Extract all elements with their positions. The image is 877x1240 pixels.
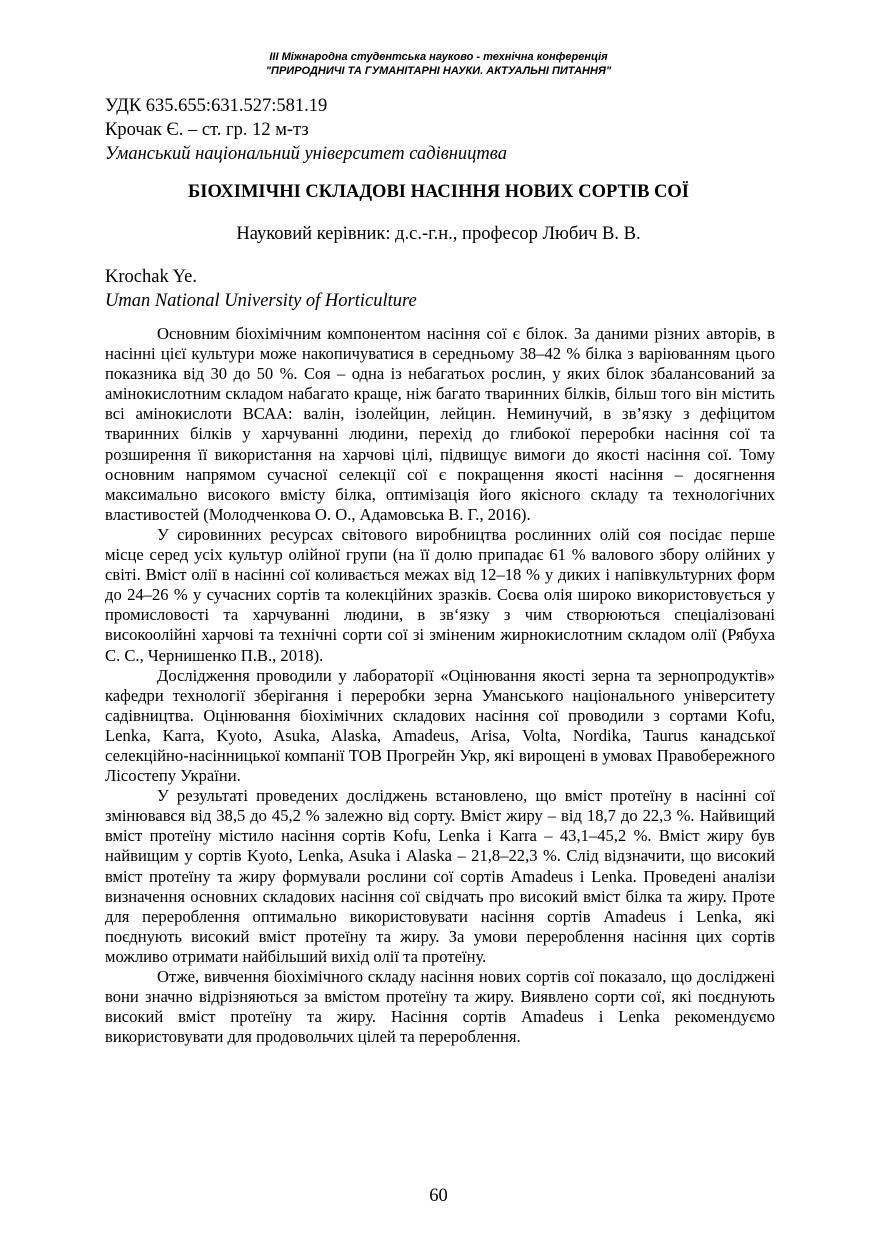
institution-english: Uman National University of Horticulture xyxy=(105,291,417,311)
conference-header-line-2: "ПРИРОДНИЧІ ТА ГУМАНІТАРНІ НАУКИ. АКТУАЛЬНІ ПИТАННЯ" xyxy=(265,65,612,77)
conference-header xyxy=(0,50,877,78)
author-ukrainian: Крочак Є. – ст. гр. 12 м-тз xyxy=(105,120,309,140)
body-paragraph-2: У сировинних ресурсах світового виробництва рослинних олій соя посідає перше місце серед усіх культур олійної групи (на її долю припадає 61 % валового збору олійних у світі. Вміст олії в насінні сої коливається межах від 12–18 % у диких і напівкультурних форм до 24–26 % у сучасних сортів та колекційних зразків. Соєва олія широко використовується у промисловості та харчуванні людини, в зв‘язку з чим створюються спеціалізовані високоолійні харчові та технічні сорти сої зі зміненим жирнокислотним складом олії (Рябуха С. С., Чернишенко П.В., 2018). xyxy=(105,524,775,665)
paper-body xyxy=(105,324,775,1047)
body-paragraph-4: У результаті проведених досліджень встановлено, що вміст протеїну в насінні сої змінювався від 38,5 до 45,2 % залежно від сорту. Вміст жиру – від 18,7 до 22,3 %. Найвищий вміст протеїну містило насіння сортів Kofu, Lenka і Karra – 43,1–45,2 %. Вміст жиру був найвищим у сортів Kyoto, Lenka, Asuka і Alaska – 21,8–22,3 %. Слід відзначити, що високий вміст протеїну та жиру формували рослини сої сортів Amadeus і Lenka. Проведені аналізи визначення основних складових насіння сої свідчать про високий вміст білка та жиру. Проте для перероблення оптимально використовувати насіння сортів Amadeus і Lenka, які поєднують високий вміст протеїну та жиру. За умови перероблення насіння цих сортів можливо отримати найбільший вихід олії та протеїну. xyxy=(105,786,775,966)
paper-title: БІОХІМІЧНІ СКЛАДОВІ НАСІННЯ НОВИХ СОРТІВ СОЇ xyxy=(188,182,689,202)
scientific-supervisor: Науковий керівник: д.с.-г.н., професор Любич В. В. xyxy=(236,224,641,244)
body-paragraph-1: Основним біохімічним компонентом насіння сої є білок. За даними різних авторів, в насінні цієї культури може накопичуватися в середньому 38–42 % білка з варіюванням цього показника від 30 до 50 %. Соя – одна із небагатьох рослин, у яких білок збалансований за амінокислотним складом набагато краще, ніж багато тваринних білків, більш того він містить всі амінокислоти ВСАА: валін, ізолейцин, лейцин. Неминучий, в зв’язку з дефіцитом тваринних білків у харчуванні людини, перехід до глибокої переробки насіння сої та розширення її використання на харчові цілі, підвищує вимоги до якості насіння сої. Тому основним напрямом сучасної селекції сої є покращення якості насіння – досягнення максимально високого вмісту білка, оптимізація його якісного складу та технологічних властивостей (Молодченкова О. О., Адамовська В. Г., 2016). xyxy=(105,324,775,524)
body-paragraph-3: Дослідження проводили у лабораторії «Оцінювання якості зерна та зернопродуктів» кафедри технології зберігання і переробки зерна Уманського національного університету садівництва. Оцінювання біохімічних складових насіння сої проводили з сортами Kofu, Lenka, Karra, Kyoto, Asuka, Alaska, Amadeus, Arisa, Volta, Nordika, Taurus канадської селекційно-насінницької компанії ТОВ Прогрейн Укр, які вирощені в умовах Правобережного Лісостепу України. xyxy=(105,665,775,786)
udc-code: УДК 635.655:631.527:581.19 xyxy=(105,96,328,116)
author-english: Krochak Ye. xyxy=(105,267,197,287)
conference-header-line-1: ІІІ Міжнародна студентська науково - технічна конференція xyxy=(269,51,608,63)
institution-ukrainian: Уманський національний університет садівництва xyxy=(105,144,507,164)
body-paragraph-5: Отже, вивчення біохімічного складу насіння нових сортів сої показало, що досліджені вони значно відрізняються за вмістом протеїну та жиру. Виявлено сорти сої, які поєднують високий вміст протеїну та жиру. Насіння сортів Amadeus і Lenka рекомендуємо використовувати для продовольчих цілей та перероблення. xyxy=(105,967,775,1047)
page-number: 60 xyxy=(429,1186,448,1206)
